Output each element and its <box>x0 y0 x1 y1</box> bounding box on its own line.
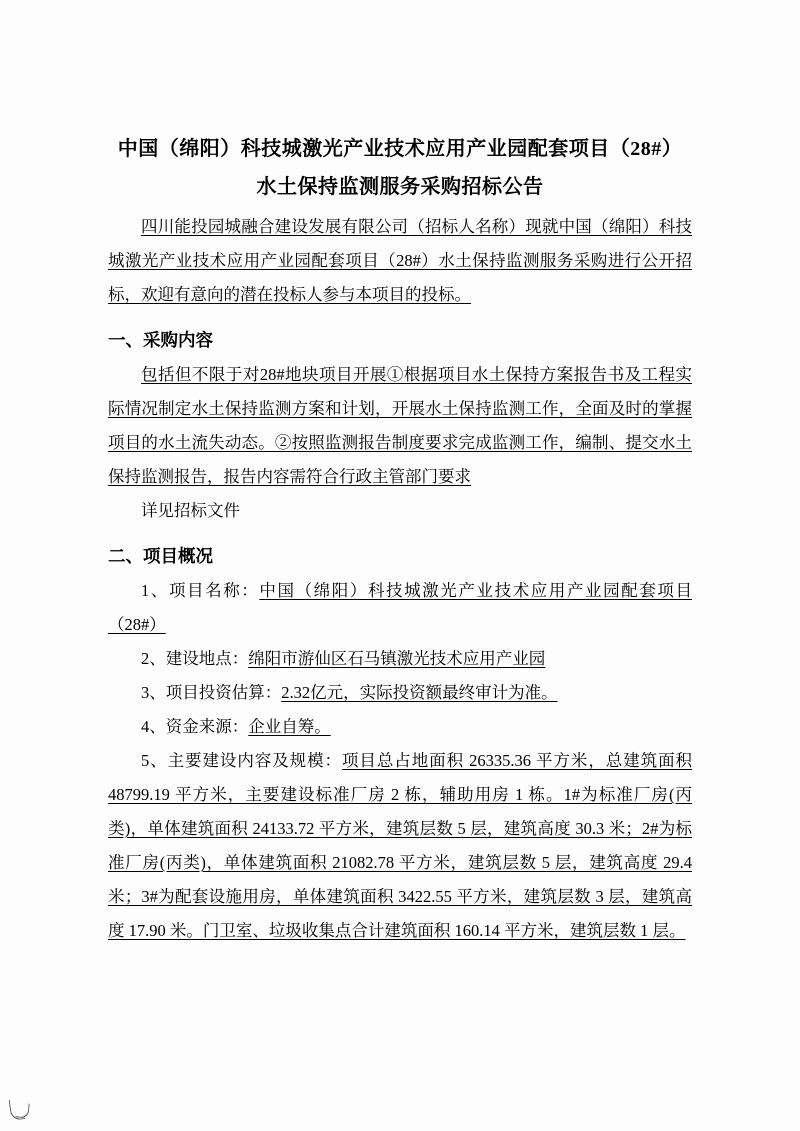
bidder-name: 四川能投园城融合建设发展有限公司 <box>141 217 409 236</box>
list-item-number: 4、 <box>141 717 166 736</box>
list-item-value: 中国（绵阳）科技城激光产业技术应用产业园配套项目（28#） <box>108 581 693 634</box>
page-title <box>108 130 692 206</box>
section-heading-procurement: 一、采购内容 <box>108 330 213 350</box>
list-item-value: 2.32亿元，实际投资额最终审计为准。 <box>281 683 558 702</box>
list-item <box>108 642 692 676</box>
section-1-paragraph <box>108 358 692 494</box>
page-title-line-1: 中国（绵阳）科技城激光产业技术应用产业园配套项目（28#） <box>117 138 683 160</box>
list-item <box>108 574 692 642</box>
list-item-value: 项目总占地面积 26335.36 平方米，总建筑面积 48799.19 平方米，主要建设标准厂房 2 栋，辅助用房 1 栋。1#为标准厂房(丙类)，单体建筑面积 24133.72 平方米，建筑层数 5 层，建筑高度 30.3 米；2#为标准厂房(丙类)，单体建筑面积 21082.78 平方米，建筑层数 5 层，建筑高度 29.4 米；3#为配套设施用房，单体建筑面积 3422.55 平方米，建筑层数 3 层，建筑高度 17.90 米。门卫室、垃圾收集点合计建筑面积 160.14 平方米，建筑层数 1 层。 <box>108 751 693 940</box>
section-heading-overview: 二、项目概况 <box>108 546 213 566</box>
list-item-label: 建设地点： <box>165 649 249 668</box>
intro-paragraph <box>108 210 692 312</box>
list-item-label: 资金来源： <box>165 717 249 736</box>
list-item-value: 企业自筹。 <box>248 717 331 736</box>
list-item <box>108 744 692 948</box>
intro-paragraph-text: （招标人名称）现就中国（绵阳）科技城激光产业技术应用产业园配套项目（28#）水土保持监测服务采购进行公开招标，欢迎有意向的潜在投标人参与本项目的投标。 <box>108 217 692 304</box>
list-item-value: 绵阳市游仙区石马镇激光技术应用产业园 <box>248 649 546 668</box>
page-title-line-2: 水土保持监测服务采购招标公告 <box>256 176 544 198</box>
list-item-label: 项目名称： <box>168 581 260 600</box>
list-item-number: 1、 <box>141 581 169 600</box>
list-item <box>108 676 692 710</box>
list-item-number: 3、 <box>141 683 166 702</box>
page-curl-icon <box>8 1099 34 1125</box>
list-item <box>108 710 692 744</box>
section-1-note: 详见招标文件 <box>141 501 240 520</box>
list-item-number: 5、 <box>141 751 168 770</box>
list-item-label: 主要建设内容及规模： <box>167 751 342 770</box>
list-item-number: 2、 <box>141 649 166 668</box>
section-1-paragraph-text: 包括但不限于对28#地块项目开展①根据项目水土保持方案报告书及工程实际情况制定水土保持监测方案和计划，开展水土保持监测工作，全面及时的掌握项目的水土流失动态。②按照监测报告制度要求完成监测工作，编制、提交水土保持监测报告，报告内容需符合行政主管部门要求 <box>108 365 692 486</box>
document-body <box>108 130 692 948</box>
list-item-label: 项目投资估算： <box>165 683 282 702</box>
